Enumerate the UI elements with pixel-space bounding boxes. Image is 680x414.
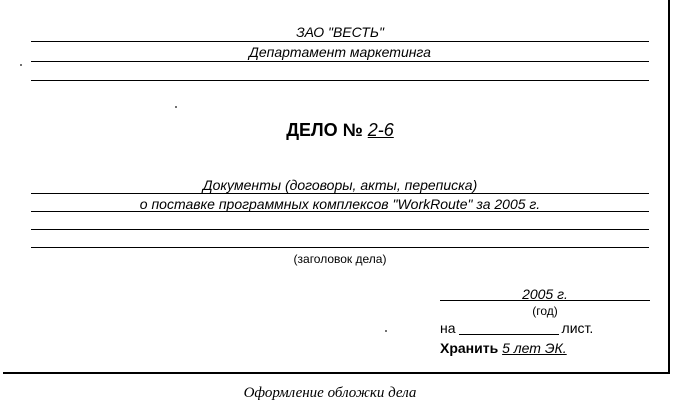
rule-line [31, 211, 649, 212]
organization-name: ЗАО "ВЕСТЬ" [296, 24, 384, 40]
case-heading-line2: о поставке программных комплексов "WorkRoute" за 2005 г. [139, 196, 541, 212]
storage-prefix: Хранить [440, 340, 499, 356]
sheets-suffix: лист. [561, 320, 594, 336]
rule-line [31, 247, 649, 248]
year-caption: (год) [532, 304, 558, 318]
rule-line [31, 41, 649, 42]
sheets-prefix: на [440, 320, 456, 336]
sheets-row [440, 320, 593, 336]
rule-line [31, 193, 649, 194]
case-title [31, 120, 649, 141]
case-heading-line1: Документы (договоры, акты, переписка) [202, 177, 478, 193]
sheets-blank [459, 334, 559, 335]
figure-caption: Оформление обложки дела [243, 385, 417, 401]
scan-speck [385, 330, 387, 332]
case-number: 2-6 [367, 120, 394, 140]
rule-line [440, 300, 650, 301]
rule-line [31, 229, 649, 230]
rule-line [31, 80, 649, 81]
case-heading-caption: (заголовок дела) [293, 252, 387, 266]
case-label: ДЕЛО № [286, 120, 363, 140]
rule-line [31, 61, 649, 62]
storage-row [440, 340, 567, 356]
scan-speck [175, 106, 177, 108]
scan-speck [20, 64, 22, 66]
case-year: 2005 г. [522, 286, 568, 302]
department-name: Департамент маркетинга [249, 44, 431, 60]
storage-value: 5 лет ЭК. [502, 340, 567, 356]
